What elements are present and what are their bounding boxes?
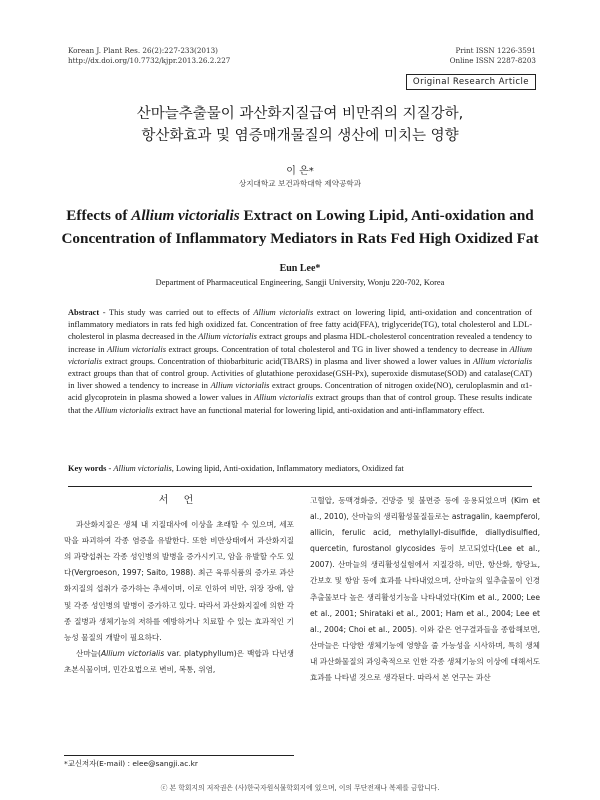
english-author: Eun Lee* [279, 263, 321, 274]
abstract-species: Allium victorialis [253, 308, 314, 317]
abstract-text: extract groups. Concentration of thiobarbituric acid(TBARS) in plasma and liver showed a lower values in [101, 356, 474, 366]
journal-reference: Korean J. Plant Res. 26(2):227-233(2013) [68, 46, 218, 55]
keywords-dash: - [106, 464, 114, 473]
english-title-line-1 [40, 204, 560, 227]
title-prefix: Effects of [66, 207, 132, 224]
english-title-line-2: Concentration of Inflammatory Mediators in Rats Fed High Oxidized Fat [61, 230, 539, 247]
abstract-text: extract have an functional material for lowering lipid, anti-oxidation and anti-inflammatory effect. [153, 405, 485, 415]
body-species: Allium victorialis [100, 648, 165, 658]
korean-title-line-2: 항산화효과 및 염증매개물질의 생산에 미치는 영향 [141, 128, 459, 144]
corresponding-author-footnote: *교신저자(E-mail) : elee@sangji.ac.kr [64, 759, 198, 768]
abstract-text: - This study was carried out to effects of [99, 308, 254, 317]
body-paragraph [64, 646, 294, 678]
body-column-left [64, 493, 294, 678]
copyright-notice: ⓒ 본 학회지의 저작권은 (사)한국자원식물학회지에 있으며, 이의 무단전재나 복제를 금합니다. [160, 784, 440, 792]
abstract-species: Allium victorialis [68, 344, 533, 366]
abstract-text: extract groups and plasma HDL-cholesterol concentration revealed a tendency to increase in [68, 332, 532, 354]
keywords-species: Allium victorialis [113, 464, 172, 473]
section-title: 서 언 [158, 495, 200, 506]
online-issn: Online ISSN 2287-8203 [449, 56, 536, 65]
body-text: 산마늘( [76, 648, 101, 658]
abstract-species: Allium victorialis [473, 356, 532, 366]
keywords-label: Key words [68, 464, 107, 473]
abstract-text: extract groups than that of control group. Activities of glutathione peroxidase(GSH-Px), superoxide dismutase(SOD) and catalase(CAT) in liver showed a tendency to increase in [68, 369, 532, 391]
footnote-divider [64, 755, 294, 756]
abstract-label: Abstract [68, 308, 100, 317]
article-type-badge: Original Research Article [406, 74, 536, 90]
abstract [68, 307, 532, 417]
korean-affiliation: 상지대학교 보건과학대학 제약공학과 [238, 179, 362, 188]
body-paragraph: 고혈압, 동맥경화증, 건망증 및 불면증 등에 응용되었으며 (Kim et al., 2010), 산마늘의 생리활성물질들로는 astragalin, kaempferol, allicin, ferulic acid, methylallyl-disulfide, diallydisulfied, quercetin, furostanol glycosides 등이 보고되었다(Lee et al., 2007). 산마늘의 생리활성실험에서 지질강하, 비만, 항산화, 항당뇨, 간보호 및 항암 등에 효과를 나타내었으며, 산마늘의 잎추출물이 인경추출물보다 높은 생리활성기능을 나타내었다(Kim et al., 2000; Lee et al., 2001; Shirataki et al., 2001; Ham et al., 2004; Lee et al., 2004; Choi et al., 2005). 이와 같은 연구결과들을 종합해보면, 산마늘은 다양한 생체기능에 영향을 줄 가능성을 시사하며, 특히 생체 내 과산화물질의 과잉축적으로 인한 각종 생체기능의 이상에 대해서도 효과를 나타낼 것으로 생각된다. 따라서 본 연구는 과산 [310, 496, 540, 683]
korean-title-line-1: 산마늘추출물이 과산화지질급여 비만쥐의 지질강하, [136, 106, 464, 122]
abstract-species: Allium victorialis [254, 393, 313, 403]
body-text: var. platyphyllum)은 백합과 다년생 초본식물이며, 민간요법으로 변비, 복통, 위염, [64, 648, 294, 674]
title-suffix: Extract on Lowing Lipid, Anti-oxidation and [239, 207, 534, 224]
doi-link[interactable]: http://dx.doi.org/10.7732/kjpr.2013.26.2.227 [68, 56, 231, 65]
abstract-text: extract groups than that of control group. These results indicate that the [68, 393, 532, 415]
abstract-species: Allium victorialis [107, 344, 166, 354]
english-title [40, 204, 560, 250]
keywords-list: , Lowing lipid, Anti-oxidation, Inflammatory mediators, Oxidized fat [171, 464, 404, 473]
english-affiliation: Department of Pharmaceutical Engineering, Sangji University, Wonju 220-702, Korea [155, 278, 445, 287]
keywords [68, 463, 532, 475]
abstract-species: Allium victorialis [210, 381, 270, 391]
korean-title [0, 103, 600, 147]
issn-info [450, 46, 536, 66]
title-species: Allium victorialis [131, 207, 240, 224]
abstract-species: Allium victorialis [94, 405, 154, 415]
body-column-right [310, 493, 540, 686]
journal-citation [68, 46, 230, 66]
section-divider [68, 486, 532, 487]
body-paragraph: 과산화지질은 생체 내 지질대사에 이상을 초래할 수 있으며, 세포막을 파괴하여 각종 염증을 유발한다. 또한 비만상태에서 과산화지질의 과량섭취는 각종 성인병의 발병을 증가시키고, 암을 유발할 수도 있다(Vergroeson, 1997; Saito, 1988). 최근 육류식품의 증가로 과산화지질의 섭취가 증가하는 추세이며, 이로 인하여 비만, 위장 장애, 암 및 각종 성인병의 발병이 증가하고 있다. 따라서 과산화지질에 의한 각종 질병과 생체기능의 저하를 예방하거나 치료할 수 있는 효과적인 기능성 물질의 개발이 필요하다. [64, 520, 294, 642]
abstract-text: extract groups. Concentration of nitrogen oxide(NO), ceruloplasmin and α1-acid glycoprotein in plasma showed a lower values in [68, 381, 533, 403]
korean-author: 이 은* [286, 166, 314, 177]
abstract-text: extract groups. Concentration of total cholesterol and TG in liver showed a tendency to decrease in [165, 344, 510, 354]
print-issn: Print ISSN 1226-3591 [455, 46, 536, 55]
abstract-text: extract on lowering lipid, anti-oxidation and concentration of inflammatory mediators in rats fed high oxidized fat. Concentration of free fatty acid(FFA), triglyceride(TG), total cholesterol and LDL-cholesterol in plasma decreased in the [68, 308, 532, 342]
abstract-species: Allium victorialis [198, 332, 257, 342]
